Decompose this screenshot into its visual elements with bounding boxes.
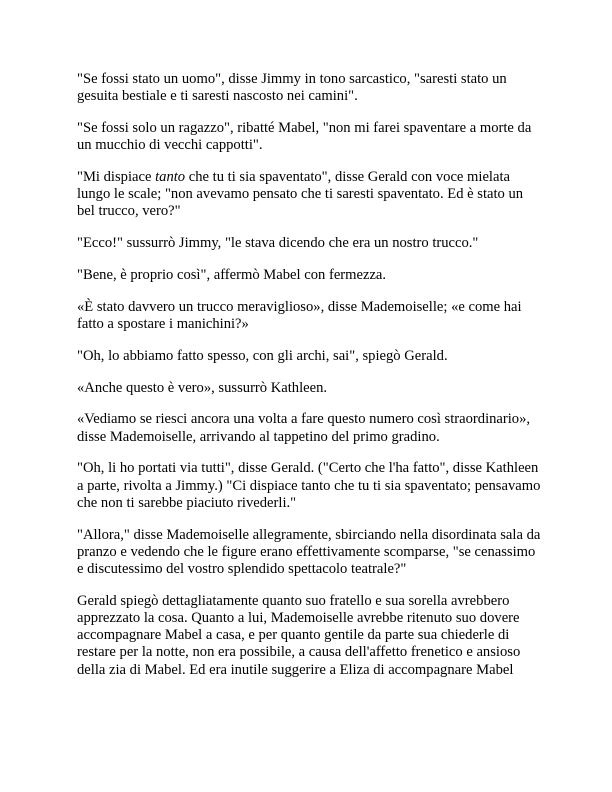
paragraph-11: "Allora," disse Mademoiselle allegramente, sbirciando nella disordinata sala da pranzo e vedendo che le figure erano effettivamente scomparse, "se cenassimo e discutessimo del vostro splendido spettacolo teatrale?" xyxy=(77,526,541,577)
emphasis-word: tanto xyxy=(155,169,186,185)
paragraph-9: «Vediamo se riesci ancora una volta a fare questo numero così straordinario», disse Mademoiselle, arrivando al tappetino del primo gradino. xyxy=(77,411,531,445)
paragraph-10: "Oh, li ho portati via tutti", disse Gerald. ("Certo che l'ha fatto", disse Kathleen a parte, rivolta a Jimmy.) "Ci dispiace tanto che tu ti sia spaventato; pensavamo che non ti sarebbe piaciuto rivederli." xyxy=(77,460,541,511)
paragraph-3-start: "Mi dispiace xyxy=(77,169,156,185)
paragraph-3-end: che tu ti sia spaventato", disse Gerald con voce mielata lungo le scale; "non avevamo pensato che ti saresti spaventato. Ed è stato un bel trucco, vero?" xyxy=(77,169,524,220)
paragraph-4: "Ecco!" sussurrò Jimmy, "le stava dicendo che era un nostro trucco." xyxy=(77,235,479,252)
paragraph-8: «Anche questo è vero», sussurrò Kathleen. xyxy=(77,379,328,396)
paragraph-2: "Se fossi solo un ragazzo", ribatté Mabel, "non mi farei spaventare a morte da un mucchio di vecchi cappotti". xyxy=(77,120,532,154)
paragraph-12: Gerald spiegò dettagliatamente quanto suo fratello e sua sorella avrebbero apprezzato la cosa. Quanto a lui, Mademoiselle avrebbe ritenuto suo dovere accompagnare Mabel a casa, e per quanto gentile da parte sua chiederle di restare per la notte, non era possibile, a causa dell'affetto frenetico e ansioso della zia di Mabel. Ed era inutile suggerire a Eliza di accompagnare Mabel xyxy=(77,592,521,678)
paragraph-5: "Bene, è proprio così", affermò Mabel con fermezza. xyxy=(77,267,387,283)
paragraph-3 xyxy=(77,169,543,221)
paragraph-1: "Se fossi stato un uomo", disse Jimmy in tono sarcastico, "saresti stato un gesuita bestiale e ti saresti nascosto nei camini". xyxy=(77,71,507,105)
body-text xyxy=(77,71,543,693)
paragraph-6: «È stato davvero un trucco meraviglioso», disse Mademoiselle; «e come hai fatto a spostare i manichini?» xyxy=(77,298,522,332)
paragraph-7: "Oh, lo abbiamo fatto spesso, con gli archi, sai", spiegò Gerald. xyxy=(77,347,448,364)
